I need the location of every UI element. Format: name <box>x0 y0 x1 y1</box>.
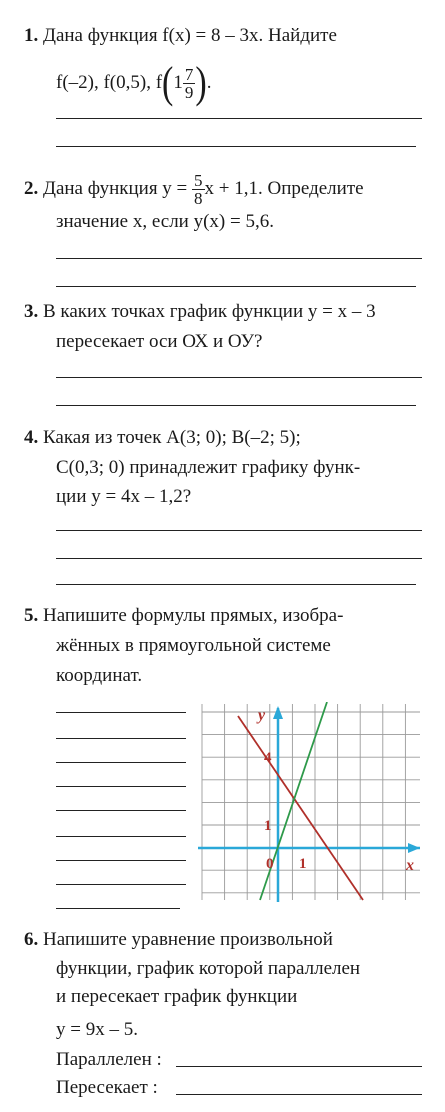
task-1-line-1 <box>24 24 337 48</box>
answer-line-5i[interactable] <box>56 908 180 909</box>
task-6-line-3: и пересекает график функции <box>56 986 298 1007</box>
task-5-number: 5. <box>24 605 39 626</box>
task-5-text: Напишите формулы прямых, изобра- <box>43 605 344 626</box>
task-4-text: Какая из точек A(3; 0); B(–2; 5); <box>43 427 301 448</box>
origin-label: 0 <box>266 856 274 872</box>
y-axis-label: y <box>258 707 266 724</box>
task-3-line-2: пересекает оси ОХ и ОУ? <box>56 331 263 352</box>
parallel-label: Параллелен : <box>56 1049 162 1070</box>
answer-line-5f[interactable] <box>56 836 186 837</box>
answer-line-1a[interactable] <box>56 118 422 119</box>
answer-line-3a[interactable] <box>56 377 422 378</box>
answer-line-5g[interactable] <box>56 860 186 861</box>
answer-line-5d[interactable] <box>56 786 186 787</box>
answer-line-4c[interactable] <box>56 584 416 585</box>
right-paren: ) <box>195 58 207 107</box>
task-1-line-2 <box>56 58 212 107</box>
task-1-fraction-denominator: 9 <box>184 83 194 102</box>
task-5-line-1 <box>24 604 343 628</box>
intersect-label: Пересекает : <box>56 1077 158 1098</box>
task-3-number: 3. <box>24 301 39 322</box>
task-1-text: Дана функция f(x) = 8 – 3x. Найдите <box>43 25 337 46</box>
answer-line-4a[interactable] <box>56 530 422 531</box>
answer-line-4b[interactable] <box>56 558 422 559</box>
answer-line-5c[interactable] <box>56 762 186 763</box>
task-2-pre: Дана функция y = <box>43 177 188 199</box>
task-2-number: 2. <box>24 177 39 199</box>
left-paren: ( <box>162 58 174 107</box>
task-4-line-3: ции y = 4x – 1,2? <box>56 486 192 507</box>
answer-line-2b[interactable] <box>56 286 416 287</box>
task-1-fraction <box>183 66 196 101</box>
task-2-fraction <box>192 172 205 207</box>
answer-line-5b[interactable] <box>56 738 186 739</box>
tick-label-4: 4 <box>264 750 272 766</box>
task-1-end: . <box>206 71 212 93</box>
x-axis-arrow <box>408 843 420 853</box>
coordinate-graph <box>198 702 424 902</box>
x-axis-label: x <box>406 857 414 874</box>
task-2-line-1 <box>24 172 364 207</box>
answer-line-1b[interactable] <box>56 146 416 147</box>
task-6-text: Напишите уравнение произвольной <box>43 929 333 950</box>
answer-line-3b[interactable] <box>56 405 416 406</box>
task-2-fraction-numerator: 5 <box>194 171 203 190</box>
task-1-mixed-whole: 1 <box>173 71 183 93</box>
task-2-post: x + 1,1. Определите <box>204 177 364 199</box>
task-1-number: 1. <box>24 25 39 46</box>
task-6-line-1 <box>24 928 333 952</box>
answer-line-5e[interactable] <box>56 810 186 811</box>
task-6-line-2: функции, график которой параллелен <box>56 958 361 979</box>
tick-label-1-x: 1 <box>299 856 307 872</box>
parallel-answer-line[interactable] <box>176 1066 422 1067</box>
task-2-fraction-denominator: 8 <box>194 189 203 208</box>
task-3-line-1 <box>24 300 376 324</box>
task-1-fraction-numerator: 7 <box>184 65 194 84</box>
grid <box>202 704 424 902</box>
task-6-line-4: y = 9x – 5. <box>56 1019 138 1040</box>
y-axis-arrow <box>273 706 283 719</box>
tick-label-1-y: 1 <box>264 818 272 834</box>
task-6-number: 6. <box>24 929 39 950</box>
answer-line-2a[interactable] <box>56 258 422 259</box>
task-5-line-3: координат. <box>56 665 143 686</box>
task-4-line-1 <box>24 426 301 450</box>
intersect-answer-line[interactable] <box>176 1094 422 1095</box>
answer-line-5a[interactable] <box>56 712 186 713</box>
task-4-line-2: C(0,3; 0) принадлежит графику функ- <box>56 457 361 478</box>
answer-line-5h[interactable] <box>56 884 186 885</box>
task-3-text: В каких точках график функции y = x – 3 <box>43 301 376 322</box>
task-4-number: 4. <box>24 427 39 448</box>
red-line <box>238 716 363 900</box>
task-5-line-2: жённых в прямоугольной системе <box>56 635 331 656</box>
task-1-values: f(–2), f(0,5), f <box>56 71 163 93</box>
task-2-line-2: значение x, если y(x) = 5,6. <box>56 211 274 232</box>
